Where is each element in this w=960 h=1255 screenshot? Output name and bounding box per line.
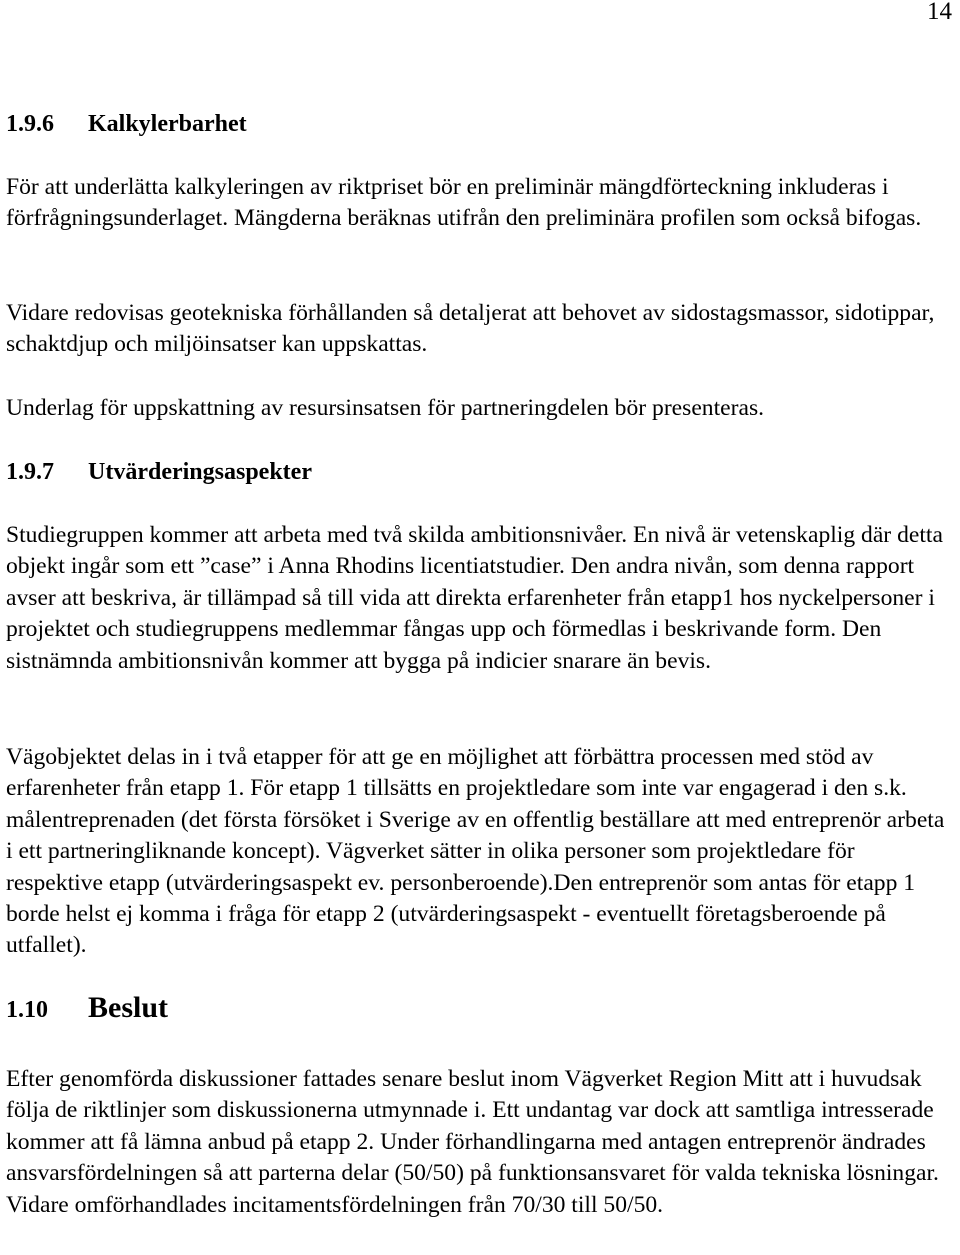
section-number: 1.9.7 bbox=[6, 459, 54, 485]
paragraph: Underlag för uppskattning av resursinsatsen för partneringdelen bör presenteras. bbox=[6, 395, 765, 421]
paragraph: Studiegruppen kommer att arbeta med två skilda ambitionsnivåer. En nivå är vetenskaplig där detta objekt ingår som ett ”case” i Anna Rhodins licentiatstudier. Den andra nivån, som denna rapport avser att beskriva, är tillämpad så till vida att direkta erfarenheter från etapp1 hos nyckelpersoner i projektet och studiegruppens medlemmar fångas upp och förmedlas i beskrivande form. Den sistnämnda ambitionsnivån kommer att bygga på indicier snarare än bevis. bbox=[6, 522, 943, 674]
paragraph: Efter genomförda diskussioner fattades senare beslut inom Vägverket Region Mitt att i huvudsak följa de riktlinjer som diskussionerna utmynnade i. Ett undantag var dock att samtliga intresserade kommer att få lämna anbud på etapp 2. Under förhandlingarna med antagen entreprenör ändrades ansvarsfördelningen så att parterna delar (50/50) på funktionsansvaret för valda tekniska lösningar. Vidare omförhandlades incitamentsfördelningen från 70/30 till 50/50. bbox=[6, 1066, 939, 1218]
section-title: Beslut bbox=[88, 991, 169, 1024]
section-heading-utvarderingsaspekter bbox=[6, 458, 312, 486]
paragraph: Vägobjektet delas in i två etapper för att ge en möjlighet att förbättra processen med stöd av erfarenheter från etapp 1. För etapp 1 tillsätts en projektledare som inte var engagerad i den s.k. målentreprenaden (det första försöket i Sverige av en offentlig beställare att med entreprenör arbeta i ett partneringliknande koncept). Vägverket sätter in olika personer som projektledare för respektive etapp (utvärderingsaspekt ev. personberoende).Den entreprenör som antas för etapp 1 borde helst ej komma i fråga för etapp 2 (utvärderingsaspekt - eventuellt företagsberoende på utfallet). bbox=[6, 744, 945, 959]
section-heading-beslut bbox=[6, 991, 169, 1024]
section-title: Utvärderingsaspekter bbox=[88, 459, 312, 485]
paragraph: Vidare redovisas geotekniska förhållanden så detaljerat att behovet av sidostagsmassor, sidotippar, schaktdjup och miljöinsatser kan uppskattas. bbox=[6, 300, 935, 358]
section-heading-kalkylerbarhet bbox=[6, 110, 247, 138]
section-number: 1.9.6 bbox=[6, 111, 54, 137]
paragraph: För att underlätta kalkyleringen av riktpriset bör en preliminär mängdförteckning inkluderas i förfrågningsunderlaget. Mängderna beräknas utifrån den preliminära profilen som också bifogas. bbox=[6, 174, 922, 232]
page-number: 14 bbox=[927, 0, 952, 25]
section-number: 1.10 bbox=[6, 997, 48, 1023]
section-title: Kalkylerbarhet bbox=[88, 111, 247, 137]
